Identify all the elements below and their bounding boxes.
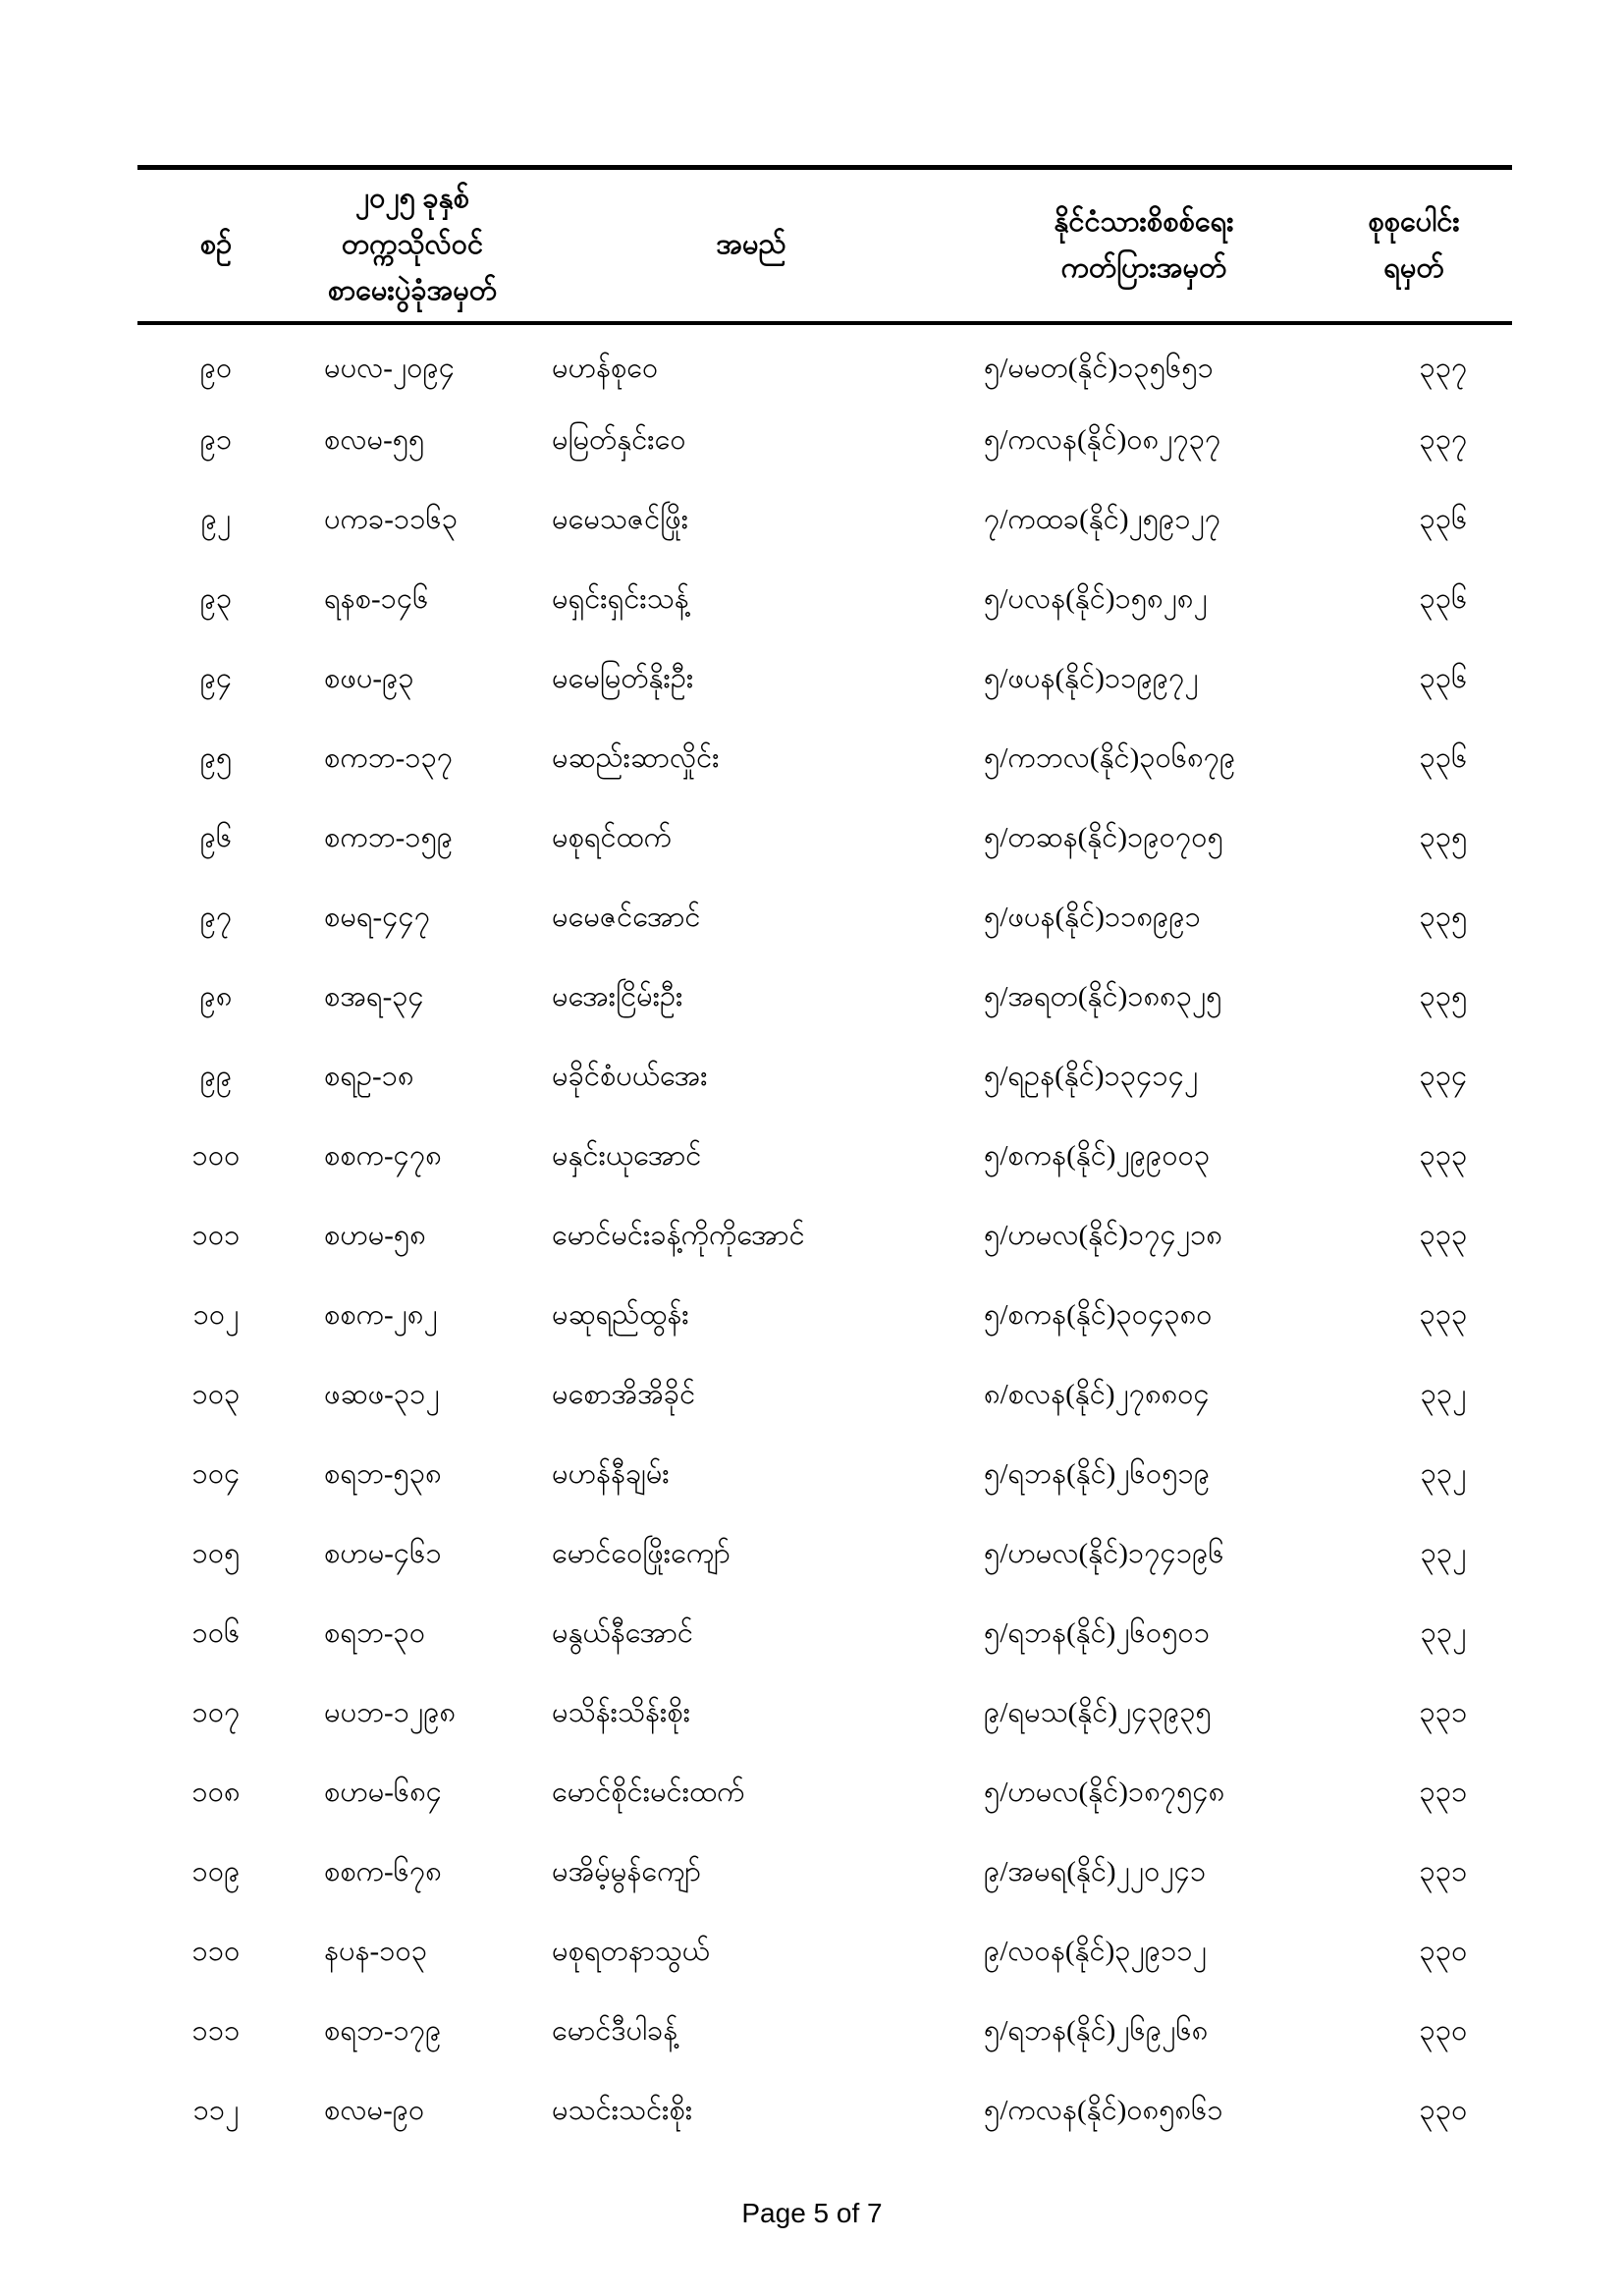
- total-marks-cell: ၃၃၇: [1419, 423, 1468, 456]
- name-cell: မဟန်နီချမ်း: [552, 1457, 670, 1490]
- serial-cell: ၁၀၅: [191, 1537, 241, 1569]
- roll-number-cell: စရဘ-၃၀: [324, 1616, 426, 1649]
- nrc-cell: ၈/စလန(နိုင်)၂၇၈၈၀၄: [984, 1378, 1210, 1410]
- total-marks-cell: ၃၃၃: [1419, 1219, 1468, 1251]
- total-marks-cell: ၃၃၃: [1419, 1298, 1468, 1331]
- header-total-marks: [1316, 168, 1512, 323]
- roll-number-cell: မပဘ-၁၂၉၈: [324, 1696, 457, 1728]
- nrc-cell: ၅/တဆန(နိုင်)၁၉၀၇၀၅: [984, 821, 1223, 853]
- nrc-cell: ၅/ရဘန(နိုင်)၂၆၀၅၁၉: [984, 1457, 1211, 1490]
- name-cell: မမြတ်နှင်းဝေ: [552, 423, 686, 456]
- roll-number-cell: စစက-၆၇၈: [324, 1855, 442, 1887]
- nrc-cell: ၉/လဝန(နိုင်)၃၂၉၁၁၂: [984, 1935, 1207, 1967]
- table-row: [137, 1596, 1512, 1675]
- name-cell: မဆုရည်ထွန်း: [552, 1298, 689, 1331]
- nrc-cell: ၅/ပလန(နိုင်)၁၅၈၂၈၂: [984, 582, 1208, 615]
- serial-cell: ၁၀၇: [191, 1696, 241, 1728]
- roll-number-cell: စကဘ-၁၃၇: [324, 741, 454, 774]
- nrc-cell: ၅/ကလန(နိုင်)၀၈၅၈၆၁: [984, 2094, 1223, 2126]
- name-cell: မဆည်းဆာလှိုင်း: [552, 741, 720, 774]
- serial-cell: ၉၈: [199, 980, 233, 1012]
- serial-cell: ၉၉: [199, 1060, 233, 1092]
- name-cell: မအေးငြိမ်းဦး: [552, 980, 683, 1012]
- name-cell: မစုရင်ထက်: [552, 821, 673, 853]
- header-total-line-2: ရမှတ်: [1383, 251, 1444, 284]
- name-cell: မသင်းသင်းစိုး: [552, 2094, 693, 2126]
- header-name: [530, 168, 972, 323]
- name-cell: မောင်စိုင်းမင်းထက်: [552, 1776, 745, 1808]
- serial-cell: ၁၀၂: [192, 1298, 240, 1331]
- header-roll-line-3: စာမေးပွဲခုံအမှတ်: [327, 275, 498, 307]
- nrc-cell: ၅/ကဘလ(နိုင်)၃၀၆၈၇၉: [984, 741, 1236, 774]
- serial-cell: ၁၁၀: [191, 1935, 241, 1967]
- total-marks-cell: ၃၃၁: [1419, 1855, 1468, 1887]
- name-cell: မမေဇင်အောင်: [552, 901, 701, 933]
- nrc-cell: ၅/ရဥန(နိုင်)၁၃၄၁၄၂: [984, 1060, 1199, 1092]
- nrc-cell: ၅/ကလန(နိုင်)၀၈၂၇၃၇: [984, 423, 1221, 456]
- roll-number-cell: စမရ-၄၄၇: [324, 901, 431, 933]
- name-cell: မသိန်းသိန်းစိုး: [552, 1696, 691, 1728]
- name-cell: မအိမ့်မွန်ကျော်: [552, 1855, 701, 1887]
- total-marks-cell: ၃၃၅: [1419, 980, 1468, 1012]
- total-marks-cell: ၃၃၆: [1419, 503, 1468, 535]
- roll-number-cell: စစက-၂၈၂: [324, 1298, 438, 1331]
- header-serial: [137, 168, 295, 323]
- name-cell: မောင်ဝေဖြိုးကျော်: [552, 1537, 731, 1569]
- nrc-cell: ၉/ရမသ(နိုင်)၂၄၃၉၃၅: [984, 1696, 1212, 1728]
- table-row: [137, 1834, 1512, 1914]
- roll-number-cell: စဟမ-၆၈၄: [324, 1776, 443, 1808]
- table-row: [137, 880, 1512, 959]
- serial-cell: ၉၃: [199, 582, 233, 615]
- name-cell: မခိုင်စံပယ်အေး: [552, 1060, 708, 1092]
- table-row: [137, 1516, 1512, 1596]
- serial-cell: ၉၀: [199, 352, 233, 384]
- name-cell: မရှင်းရှင်းသန့်: [552, 582, 689, 615]
- header-nrc-line-1: နိုင်ငံသားစိစစ်ရေး: [1054, 205, 1234, 238]
- table-row: [137, 482, 1512, 562]
- total-marks-cell: ၃၃၁: [1419, 1776, 1468, 1808]
- serial-cell: ၁၁၂: [192, 2094, 240, 2126]
- roll-number-cell: စကဘ-၁၅၉: [324, 821, 454, 853]
- total-marks-cell: ၃၃၆: [1419, 582, 1468, 615]
- table-row: [137, 1994, 1512, 2073]
- roll-number-cell: စဟမ-၅၈: [324, 1219, 426, 1251]
- serial-cell: ၉၇: [199, 901, 233, 933]
- roll-number-cell: စရဘ-၁၇၉: [324, 2014, 442, 2047]
- header-serial-label: စဉ်: [199, 229, 233, 261]
- table-row: [137, 1755, 1512, 1834]
- total-marks-cell: ၃၃၆: [1419, 662, 1468, 694]
- total-marks-cell: ၃၃၂: [1420, 1537, 1467, 1569]
- name-cell: မနွယ်နီအောင်: [552, 1616, 693, 1649]
- serial-cell: ၁၀၈: [191, 1776, 241, 1808]
- serial-cell: ၉၅: [199, 741, 233, 774]
- table-row: [137, 403, 1512, 482]
- roll-number-cell: ပကခ-၁၁၆၃: [324, 503, 459, 535]
- header-roll-line-1: ၂၀၂၅ ခုနှစ်: [355, 183, 469, 215]
- serial-cell: ၁၀၄: [191, 1457, 241, 1490]
- name-cell: မစုရတနာသွယ်: [552, 1935, 710, 1967]
- roll-number-cell: ဖဆဖ-၃၁၂: [324, 1378, 440, 1410]
- name-cell: မစောအိအိခိုင်: [552, 1378, 696, 1410]
- name-cell: မမေသဇင်ဖြိုး: [552, 503, 689, 535]
- page-number: Page 5 of 7: [741, 2198, 883, 2228]
- table-row: [137, 1198, 1512, 1278]
- total-marks-cell: ၃၃၇: [1419, 352, 1468, 384]
- table-row: [137, 1119, 1512, 1198]
- table-row: [137, 1437, 1512, 1516]
- total-marks-cell: ၃၃၆: [1419, 741, 1468, 774]
- serial-cell: ၁၀၆: [191, 1616, 241, 1649]
- total-marks-cell: ၃၃၂: [1420, 1378, 1467, 1410]
- roll-number-cell: စလမ-၅၅: [324, 423, 425, 456]
- roll-number-cell: စရဘ-၅၃၈: [324, 1457, 442, 1490]
- serial-cell: ၁၀၀: [191, 1139, 241, 1172]
- roll-number-cell: စဟမ-၄၆၁: [324, 1537, 442, 1569]
- table-row: [137, 1675, 1512, 1755]
- nrc-cell: ၅/ဖပန(နိုင်)၁၁၈၉၉၁: [984, 901, 1201, 933]
- header-total-line-1: စုစုပေါင်း: [1368, 205, 1460, 238]
- total-marks-cell: ၃၃၄: [1419, 1060, 1468, 1092]
- serial-cell: ၁၁၁: [191, 2014, 241, 2047]
- header-nrc-line-2: ကတ်ပြားအမှတ်: [1060, 251, 1227, 284]
- results-table: [137, 165, 1512, 2153]
- name-cell: မမေမြတ်နိုးဦး: [552, 662, 694, 694]
- table-row: [137, 1914, 1512, 1994]
- total-marks-cell: ၃၃၂: [1420, 1457, 1467, 1490]
- total-marks-cell: ၃၃၂: [1420, 1616, 1467, 1649]
- total-marks-cell: ၃၃၅: [1419, 821, 1468, 853]
- nrc-cell: ၅/စကန(နိုင်)၃၀၄၃၈၀: [984, 1298, 1213, 1331]
- total-marks-cell: ၃၃၀: [1419, 2094, 1468, 2126]
- roll-number-cell: စလမ-၉၀: [324, 2094, 425, 2126]
- header-nrc: [972, 168, 1316, 323]
- name-cell: မဟန်စုဝေ: [552, 352, 659, 384]
- name-cell: မောင်မင်းခန့်ကိုကိုအောင်: [552, 1219, 805, 1251]
- nrc-cell: ၅/ဟမလ(နိုင်)၁၈၇၅၄၈: [984, 1776, 1225, 1808]
- roll-number-cell: စဖပ-၉၃: [324, 662, 414, 694]
- results-table-header: [137, 168, 1512, 323]
- header-row: [137, 168, 1512, 323]
- roll-number-cell: ရနစ-၁၄၆: [324, 582, 429, 615]
- serial-cell: ၁၀၃: [191, 1378, 241, 1410]
- header-name-label: အမည်: [716, 229, 786, 261]
- nrc-cell: ၅/ရဘန(နိုင်)၂၆၀၅၀၁: [984, 1616, 1211, 1649]
- total-marks-cell: ၃၃၁: [1419, 1696, 1468, 1728]
- nrc-cell: ၅/ဖပန(နိုင်)၁၁၉၉၇၂: [984, 662, 1199, 694]
- nrc-cell: ၅/ရဘန(နိုင်)၂၆၉၂၆၈: [984, 2014, 1209, 2047]
- name-cell: မနှင်းယုအောင်: [552, 1139, 702, 1172]
- table-row: [137, 959, 1512, 1039]
- table-row: [137, 721, 1512, 800]
- nrc-cell: ၅/မမတ(နိုင်)၁၃၅၆၅၁: [984, 352, 1214, 384]
- nrc-cell: ၅/ဟမလ(နိုင်)၁၇၄၁၉၆: [984, 1537, 1224, 1569]
- roll-number-cell: နပန-၁၀၃: [324, 1935, 428, 1967]
- total-marks-cell: ၃၃၅: [1419, 901, 1468, 933]
- header-roll-number: [295, 168, 530, 323]
- total-marks-cell: ၃၃၀: [1419, 1935, 1468, 1967]
- table-row: [137, 641, 1512, 721]
- serial-cell: ၉၂: [200, 503, 232, 535]
- roll-number-cell: မပလ-၂၀၉၄: [324, 352, 456, 384]
- results-table-body: [137, 323, 1512, 2153]
- table-row: [137, 1039, 1512, 1119]
- header-roll-line-2: တက္ကသိုလ်ဝင်: [341, 229, 484, 261]
- total-marks-cell: ၃၃၃: [1419, 1139, 1468, 1172]
- serial-cell: ၁၀၁: [191, 1219, 241, 1251]
- total-marks-cell: ၃၃၀: [1419, 2014, 1468, 2047]
- table-row: [137, 2073, 1512, 2153]
- table-row: [137, 1357, 1512, 1437]
- roll-number-cell: စစက-၄၇၈: [324, 1139, 442, 1172]
- serial-cell: ၉၆: [199, 821, 233, 853]
- table-row: [137, 1278, 1512, 1357]
- nrc-cell: ၅/စကန(နိုင်)၂၉၉၀၀၃: [984, 1139, 1211, 1172]
- nrc-cell: ၇/ကထခ(နိုင်)၂၅၉၁၂၇: [984, 503, 1221, 535]
- table-row: [137, 800, 1512, 880]
- serial-cell: ၉၁: [199, 423, 233, 456]
- serial-cell: ၁၀၉: [191, 1855, 241, 1887]
- roll-number-cell: စအရ-၃၄: [324, 980, 424, 1012]
- nrc-cell: ၉/အမရ(နိုင်)၂၂၀၂၄၁: [984, 1855, 1207, 1887]
- table-row: [137, 323, 1512, 403]
- name-cell: မောင်ဒီပါခန့်: [552, 2014, 678, 2047]
- roll-number-cell: စရဥ-၁၈: [324, 1060, 414, 1092]
- nrc-cell: ၅/အရတ(နိုင်)၁၈၈၃၂၅: [984, 980, 1222, 1012]
- nrc-cell: ၅/ဟမလ(နိုင်)၁၇၄၂၁၈: [984, 1219, 1222, 1251]
- table-row: [137, 562, 1512, 641]
- serial-cell: ၉၄: [199, 662, 233, 694]
